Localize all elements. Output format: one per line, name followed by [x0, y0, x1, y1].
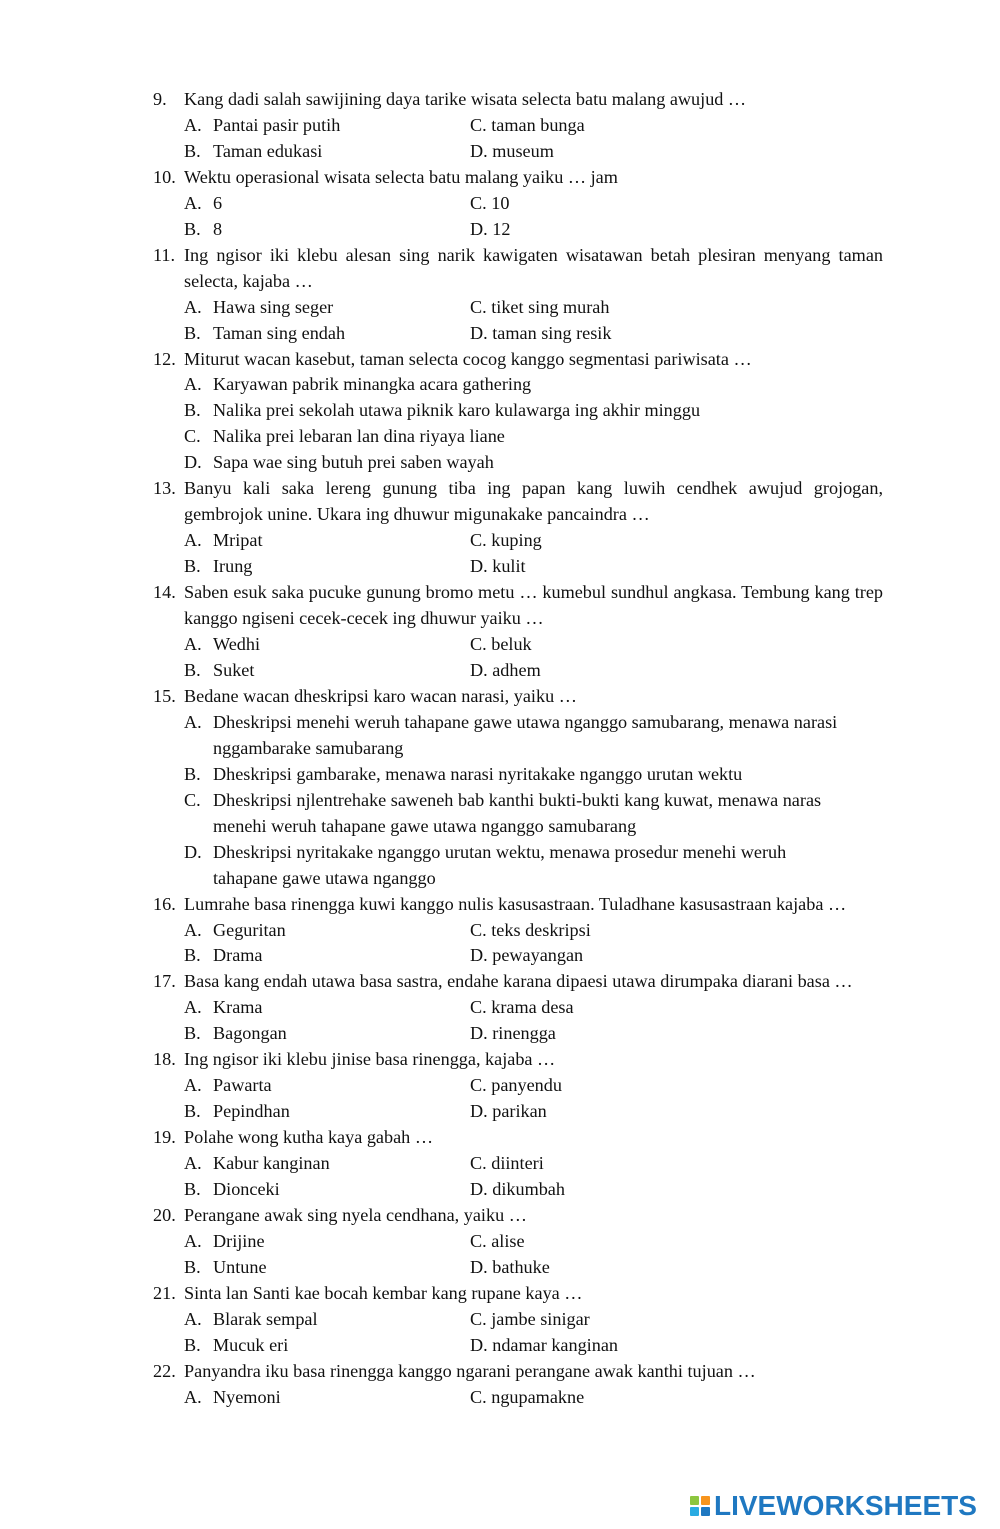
option-letter: D. [470, 556, 488, 577]
answer-option [184, 295, 470, 321]
question-item [153, 476, 883, 580]
logo-mark-icon [690, 1496, 710, 1516]
answer-options [184, 295, 883, 347]
answer-option [470, 1385, 883, 1411]
option-text: ngupamakne [491, 1386, 585, 1407]
question-text: Saben esuk saka pucuke gunung bromo metu … kumebul sundhul angkasa. Tembung kang trep kanggo ngiseni cecek-cecek ing dhuwur yaiku … [184, 582, 883, 629]
question-number: 14. [153, 582, 176, 603]
option-letter: D. [470, 322, 488, 343]
option-letter: B. [184, 1179, 201, 1200]
question-text: Banyu kali saka lereng gunung tiba ing papan kang luwih cendhek awujud grojogan, gembrojok unine. Ukara ing dhuwur migunakake pancaindra … [184, 478, 883, 525]
logo-square-lightblue [690, 1507, 699, 1516]
question-body [184, 580, 883, 684]
option-text: Mripat [213, 530, 263, 551]
option-letter: A. [184, 114, 202, 135]
answer-options [184, 372, 883, 476]
question-text: Perangane awak sing nyela cendhana, yaiku … [184, 1204, 527, 1225]
option-letter: B. [184, 322, 201, 343]
option-letter: C. [470, 192, 487, 213]
question-item [153, 87, 883, 165]
answer-option [184, 398, 883, 424]
answer-option [470, 632, 883, 658]
answer-option [470, 1177, 883, 1203]
question-body [184, 1203, 883, 1281]
option-text: diinteri [491, 1153, 544, 1174]
question-text: Wektu operasional wisata selecta batu malang yaiku … jam [184, 166, 618, 187]
option-letter: D. [470, 140, 488, 161]
option-text: Dheskripsi gambarake, menawa narasi nyritakake nganggo urutan wektu [213, 763, 743, 784]
question-item [153, 684, 883, 892]
option-text: Pantai pasir putih [213, 114, 341, 135]
question-body [184, 476, 883, 580]
option-letter: C. [470, 296, 487, 317]
answer-option [470, 943, 883, 969]
option-text: Karyawan pabrik minangka acara gathering [213, 374, 532, 395]
option-text: 12 [492, 218, 511, 239]
question-body [184, 1047, 883, 1125]
question-number: 15. [153, 685, 176, 706]
question-number: 9. [153, 89, 167, 109]
question-number: 10. [153, 166, 176, 187]
logo-square-blue [701, 1507, 710, 1516]
question-number: 12. [153, 348, 176, 369]
question-number: 11. [153, 244, 176, 265]
option-letter: A. [184, 1075, 202, 1096]
answer-option [470, 918, 883, 944]
option-letter: D. [470, 1101, 488, 1122]
answer-option [184, 1385, 470, 1411]
question-item [153, 1281, 883, 1359]
question-item [153, 1125, 883, 1203]
answer-options [184, 1307, 883, 1359]
option-letter: D. [470, 1179, 488, 1200]
option-text: Kabur kanginan [213, 1153, 330, 1174]
option-letter: C. [470, 919, 487, 940]
question-text: Lumrahe basa rinengga kuwi kanggo nulis kasusastraan. Tuladhane kasusastraan kajaba … [184, 893, 847, 914]
logo-square-orange [701, 1496, 710, 1505]
answer-option [470, 1021, 883, 1047]
question-text: Panyandra iku basa rinengga kanggo ngarani perangane awak kanthi tujuan … [184, 1360, 756, 1381]
question-item [153, 1359, 883, 1411]
option-text: Irung [213, 556, 253, 577]
liveworksheets-logo [690, 1490, 977, 1522]
answer-option [470, 1229, 883, 1255]
answer-option [470, 191, 883, 217]
option-letter: B. [184, 945, 201, 966]
answer-option [184, 1099, 470, 1125]
answer-option [470, 995, 883, 1021]
option-letter: C. [470, 1075, 487, 1096]
option-letter: B. [184, 400, 201, 421]
option-text: Taman edukasi [213, 140, 323, 161]
answer-option [470, 554, 883, 580]
question-number: 20. [153, 1204, 176, 1225]
option-letter: D. [470, 1256, 488, 1277]
question-item [153, 969, 883, 1047]
question-item [153, 580, 883, 684]
answer-option [184, 217, 470, 243]
question-number: 16. [153, 893, 176, 914]
answer-options [184, 1073, 883, 1125]
option-text: jambe sinigar [491, 1308, 590, 1329]
option-text: bathuke [492, 1256, 550, 1277]
question-body [184, 243, 883, 347]
option-text: Taman sing endah [213, 322, 346, 343]
question-body [184, 1359, 883, 1411]
answer-option [184, 658, 470, 684]
option-text: parikan [492, 1101, 547, 1122]
option-letter: B. [184, 1256, 201, 1277]
answer-options [184, 1385, 883, 1411]
option-letter: A. [184, 192, 202, 213]
question-text: Bedane wacan dheskripsi karo wacan narasi, yaiku … [184, 685, 577, 706]
option-text: Pawarta [213, 1075, 272, 1096]
answer-options [184, 918, 883, 970]
option-text: Sapa wae sing butuh prei saben wayah [213, 452, 494, 473]
option-letter: D. [184, 452, 202, 473]
question-number: 22. [153, 1360, 176, 1381]
option-letter: C. [470, 1153, 487, 1174]
option-letter: D. [470, 945, 488, 966]
option-text: Nalika prei sekolah utawa piknik karo kulawarga ing akhir minggu [213, 400, 701, 421]
answer-option [470, 1073, 883, 1099]
option-text: adhem [492, 659, 541, 680]
option-text: 8 [213, 218, 223, 239]
answer-option [470, 658, 883, 684]
answer-option [184, 710, 883, 762]
question-item [153, 1047, 883, 1125]
answer-option [470, 113, 883, 139]
answer-option [184, 1073, 470, 1099]
option-letter: A. [184, 919, 202, 940]
question-number: 21. [153, 1282, 176, 1303]
option-letter: A. [184, 296, 202, 317]
answer-option [470, 1333, 883, 1359]
question-item [153, 165, 883, 243]
answer-options [184, 191, 883, 243]
question-list [153, 87, 883, 1411]
option-letter: C. [470, 1386, 487, 1407]
question-item [153, 347, 883, 477]
option-text: kuping [491, 530, 542, 551]
answer-options [184, 1229, 883, 1281]
question-text: Ing ngisor iki klebu jinise basa rinengga, kajaba … [184, 1049, 556, 1070]
answer-option [470, 321, 883, 347]
option-letter: A. [184, 711, 202, 732]
option-text: 6 [213, 192, 223, 213]
option-text: dikumbah [492, 1179, 565, 1200]
option-letter: B. [184, 763, 201, 784]
answer-option [184, 1021, 470, 1047]
option-letter: B. [184, 1101, 201, 1122]
answer-option [470, 217, 883, 243]
answer-option [184, 1255, 470, 1281]
option-letter: B. [184, 659, 201, 680]
option-text: ndamar kanginan [492, 1334, 618, 1355]
answer-option [470, 139, 883, 165]
option-text: beluk [491, 634, 532, 655]
question-item [153, 243, 883, 347]
option-text: Hawa sing seger [213, 296, 334, 317]
question-body [184, 87, 883, 165]
question-number: 17. [153, 971, 176, 992]
answer-option [470, 1255, 883, 1281]
question-body [184, 892, 883, 970]
option-letter: A. [184, 1308, 202, 1329]
option-letter: A. [184, 634, 202, 655]
option-letter: C. [470, 530, 487, 551]
option-letter: D. [470, 659, 488, 680]
answer-option [470, 1151, 883, 1177]
answer-option [184, 762, 883, 788]
option-letter: D. [470, 1334, 488, 1355]
option-letter: A. [184, 1230, 202, 1251]
option-letter: D. [184, 841, 202, 862]
answer-option [184, 788, 883, 840]
answer-option [184, 943, 470, 969]
option-letter: B. [184, 1023, 201, 1044]
option-text: Dheskripsi njlentrehake saweneh bab kanthi bukti-bukti kang kuwat, menawa naras menehi weruh tahapane gawe utawa nganggo samubarang [213, 789, 822, 836]
option-letter: C. [470, 1308, 487, 1329]
question-number: 13. [153, 478, 176, 499]
answer-options [184, 995, 883, 1047]
option-letter: B. [184, 218, 201, 239]
option-text: Mucuk eri [213, 1334, 289, 1355]
option-text: taman sing resik [492, 322, 612, 343]
answer-options [184, 710, 883, 892]
option-letter: D. [470, 1023, 488, 1044]
option-text: Untune [213, 1256, 267, 1277]
option-text: panyendu [491, 1075, 562, 1096]
answer-option [184, 372, 883, 398]
option-text: museum [492, 140, 554, 161]
option-text: tiket sing murah [491, 296, 610, 317]
question-text: Kang dadi salah sawijining daya tarike wisata selecta batu malang awujud … [184, 89, 747, 109]
option-text: Dheskripsi menehi weruh tahapane gawe utawa nganggo samubarang, menawa narasi nggambarake samubarang [213, 711, 838, 758]
answer-options [184, 113, 883, 165]
answer-option [184, 632, 470, 658]
option-text: krama desa [491, 997, 574, 1018]
question-body [184, 969, 883, 1047]
answer-option [470, 295, 883, 321]
answer-option [184, 528, 470, 554]
option-letter: C. [184, 789, 201, 810]
option-text: Wedhi [213, 634, 261, 655]
option-letter: A. [184, 530, 202, 551]
option-text: Drijine [213, 1230, 265, 1251]
option-text: teks deskripsi [491, 919, 591, 940]
option-text: Geguritan [213, 919, 286, 940]
logo-text: LIVEWORKSHEETS [714, 1490, 977, 1521]
answer-option [184, 424, 883, 450]
option-text: Dheskripsi nyritakake nganggo urutan wektu, menawa prosedur menehi weruh tahapane gawe utawa nganggo [213, 841, 787, 888]
option-text: Drama [213, 945, 263, 966]
option-text: Nalika prei lebaran lan dina riyaya liane [213, 426, 505, 447]
question-text: Polahe wong kutha kaya gabah … [184, 1127, 434, 1148]
answer-option [470, 1099, 883, 1125]
option-letter: C. [470, 114, 487, 135]
option-letter: B. [184, 140, 201, 161]
option-text: Blarak sempal [213, 1308, 318, 1329]
answer-options [184, 632, 883, 684]
answer-option [184, 918, 470, 944]
option-text: Krama [213, 997, 263, 1018]
question-text: Sinta lan Santi kae bocah kembar kang rupane kaya … [184, 1282, 583, 1303]
answer-option [470, 528, 883, 554]
option-text: pewayangan [492, 945, 584, 966]
answer-option [184, 1333, 470, 1359]
answer-option [184, 321, 470, 347]
answer-option [184, 139, 470, 165]
option-letter: B. [184, 1334, 201, 1355]
option-letter: A. [184, 1153, 202, 1174]
option-text: rinengga [492, 1023, 556, 1044]
answer-option [184, 450, 883, 476]
answer-option [184, 191, 470, 217]
question-body [184, 1281, 883, 1359]
answer-option [184, 554, 470, 580]
question-number: 19. [153, 1127, 176, 1148]
option-text: 10 [491, 192, 510, 213]
option-text: taman bunga [491, 114, 585, 135]
option-letter: D. [470, 218, 488, 239]
option-letter: C. [470, 634, 487, 655]
question-text: Miturut wacan kasebut, taman selecta cocog kanggo segmentasi pariwisata … [184, 348, 752, 369]
option-letter: C. [184, 426, 201, 447]
question-item [153, 892, 883, 970]
answer-option [184, 995, 470, 1021]
question-body [184, 1125, 883, 1203]
option-letter: B. [184, 556, 201, 577]
option-letter: A. [184, 1386, 202, 1407]
question-text: Ing ngisor iki klebu alesan sing narik kawigaten wisatawan betah plesiran menyang taman selecta, kajaba … [184, 244, 883, 291]
question-body [184, 165, 883, 243]
answer-option [184, 1177, 470, 1203]
option-letter: C. [470, 997, 487, 1018]
question-item [153, 1203, 883, 1281]
answer-options [184, 528, 883, 580]
option-text: Bagongan [213, 1023, 287, 1044]
option-text: kulit [492, 556, 526, 577]
answer-option [470, 1307, 883, 1333]
logo-square-green [690, 1496, 699, 1505]
answer-option [184, 840, 883, 892]
option-letter: C. [470, 1230, 487, 1251]
answer-option [184, 113, 470, 139]
option-text: Dionceki [213, 1179, 280, 1200]
answer-options [184, 1151, 883, 1203]
question-text: Basa kang endah utawa basa sastra, endahe karana dipaesi utawa dirumpaka diarani basa … [184, 971, 853, 992]
option-text: Nyemoni [213, 1386, 281, 1407]
question-number: 18. [153, 1049, 176, 1070]
option-letter: A. [184, 997, 202, 1018]
answer-option [184, 1151, 470, 1177]
answer-option [184, 1307, 470, 1333]
option-text: Pepindhan [213, 1101, 290, 1122]
option-text: alise [491, 1230, 525, 1251]
question-body [184, 684, 883, 892]
option-text: Suket [213, 659, 255, 680]
answer-option [184, 1229, 470, 1255]
question-body [184, 347, 883, 477]
option-letter: A. [184, 374, 202, 395]
